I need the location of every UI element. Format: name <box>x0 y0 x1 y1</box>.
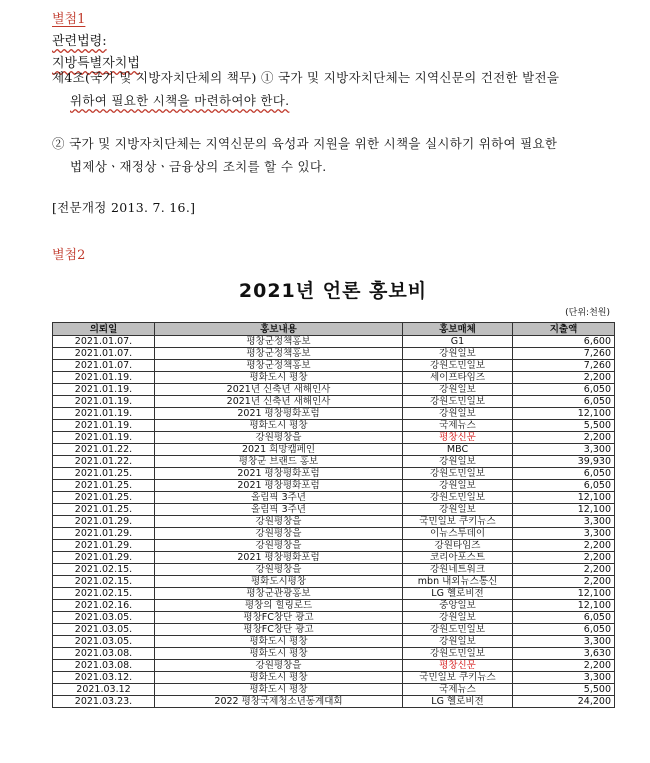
cell-content: 2021 평창평화포럼 <box>155 480 403 492</box>
cell-date: 2021.03.05. <box>53 624 155 636</box>
cell-date: 2021.01.07. <box>53 348 155 360</box>
table-row <box>53 504 615 516</box>
table-row <box>53 432 615 444</box>
cell-amount: 12,100 <box>513 600 615 612</box>
cell-amount: 3,300 <box>513 672 615 684</box>
table-row <box>53 408 615 420</box>
cell-amount: 3,300 <box>513 528 615 540</box>
cell-date: 2021.03.08. <box>53 648 155 660</box>
cell-amount: 7,260 <box>513 360 615 372</box>
cell-media: 강원도민일보 <box>403 468 513 480</box>
table-unit: (단위:천원) <box>565 308 610 318</box>
cell-date: 2021.01.19. <box>53 384 155 396</box>
cell-amount: 12,100 <box>513 408 615 420</box>
cell-date: 2021.01.19. <box>53 372 155 384</box>
cell-content: 평화도시 평창 <box>155 684 403 696</box>
cell-media: 국민일보 쿠키뉴스 <box>403 672 513 684</box>
table-row <box>53 564 615 576</box>
table-row <box>53 636 615 648</box>
table-row <box>53 540 615 552</box>
cell-content: 평창군 브랜드 홍보 <box>155 456 403 468</box>
header-amount: 지출액 <box>513 323 615 336</box>
cell-media: 강원일보 <box>403 504 513 516</box>
cell-content: 강원평창을 <box>155 432 403 444</box>
cell-media: 강원타임즈 <box>403 540 513 552</box>
cell-media: 강원도민일보 <box>403 492 513 504</box>
cell-date: 2021.03.05. <box>53 612 155 624</box>
cell-amount: 39,930 <box>513 456 615 468</box>
related-law-label: 관련법령: <box>52 34 107 49</box>
cell-date: 2021.01.19. <box>53 408 155 420</box>
cell-content: 강원평창을 <box>155 516 403 528</box>
cell-amount: 6,050 <box>513 384 615 396</box>
cell-date: 2021.03.12 <box>53 684 155 696</box>
cell-date: 2021.03.05. <box>53 636 155 648</box>
cell-date: 2021.01.25. <box>53 480 155 492</box>
cell-media: LG 헬로비전 <box>403 588 513 600</box>
cell-media: 강원도민일보 <box>403 648 513 660</box>
table-row <box>53 696 615 708</box>
cell-media: mbn 내외뉴스통신 <box>403 576 513 588</box>
table-row <box>53 588 615 600</box>
cell-content: 평창군정책홍보 <box>155 348 403 360</box>
cell-content: 강원평창을 <box>155 660 403 672</box>
cell-date: 2021.01.29. <box>53 528 155 540</box>
cell-media: 강원일보 <box>403 612 513 624</box>
cell-date: 2021.01.25. <box>53 468 155 480</box>
cell-content: 평화도시 평창 <box>155 372 403 384</box>
table-row <box>53 552 615 564</box>
cell-content: 강원평창을 <box>155 540 403 552</box>
table-row <box>53 456 615 468</box>
table-header-row <box>53 323 615 336</box>
cell-amount: 5,500 <box>513 684 615 696</box>
cell-amount: 2,200 <box>513 564 615 576</box>
table-row <box>53 492 615 504</box>
cell-amount: 12,100 <box>513 588 615 600</box>
cell-media: 평창신문 <box>403 432 513 444</box>
cell-media: 국민일보 쿠키뉴스 <box>403 516 513 528</box>
cell-date: 2021.03.23. <box>53 696 155 708</box>
cell-amount: 2,200 <box>513 576 615 588</box>
table-row <box>53 360 615 372</box>
table-row <box>53 684 615 696</box>
cell-content: 2021 평창평화포럼 <box>155 408 403 420</box>
cell-amount: 3,300 <box>513 636 615 648</box>
article-cont: 위하여 필요한 시책을 마련하여야 한다. <box>70 93 290 108</box>
cell-date: 2021.01.19. <box>53 420 155 432</box>
article-4 <box>52 66 622 112</box>
cell-amount: 3,300 <box>513 444 615 456</box>
cell-media: 강원도민일보 <box>403 624 513 636</box>
cell-date: 2021.01.07. <box>53 360 155 372</box>
cell-amount: 6,050 <box>513 480 615 492</box>
table-row <box>53 444 615 456</box>
attachment1-label: 별첨1 <box>52 12 86 27</box>
table-row <box>53 480 615 492</box>
cell-content: 평창의 힐링로드 <box>155 600 403 612</box>
cell-date: 2021.02.15. <box>53 588 155 600</box>
cell-amount: 6,050 <box>513 468 615 480</box>
table-row <box>53 372 615 384</box>
cell-content: 2021 희망캠페인 <box>155 444 403 456</box>
table-row <box>53 672 615 684</box>
cell-date: 2021.01.22. <box>53 456 155 468</box>
cell-amount: 12,100 <box>513 504 615 516</box>
cell-content: 평창군정책홍보 <box>155 360 403 372</box>
table-row <box>53 468 615 480</box>
table-row <box>53 528 615 540</box>
cell-content: 평창FC창단 광고 <box>155 624 403 636</box>
cell-content: 강원평창을 <box>155 564 403 576</box>
cell-content: 평화도시 평창 <box>155 636 403 648</box>
cell-date: 2021.01.25. <box>53 492 155 504</box>
table-row <box>53 624 615 636</box>
cell-content: 올림픽 3주년 <box>155 504 403 516</box>
cell-media: G1 <box>403 336 513 348</box>
table-row <box>53 516 615 528</box>
cell-media: 국제뉴스 <box>403 684 513 696</box>
promotion-expense-table <box>52 276 614 708</box>
cell-amount: 2,200 <box>513 540 615 552</box>
table-row <box>53 336 615 348</box>
cell-content: 평창군관광홍보 <box>155 588 403 600</box>
revision-note: [전문개정 2013. 7. 16.] <box>52 200 196 215</box>
cell-date: 2021.01.29. <box>53 516 155 528</box>
cell-media: MBC <box>403 444 513 456</box>
cell-date: 2021.01.07. <box>53 336 155 348</box>
cell-amount: 6,050 <box>513 624 615 636</box>
cell-content: 2022 평창국제청소년동계대회 <box>155 696 403 708</box>
table-row <box>53 648 615 660</box>
cell-content: 평화도시 평창 <box>155 420 403 432</box>
cell-date: 2021.03.08. <box>53 660 155 672</box>
cell-amount: 12,100 <box>513 492 615 504</box>
cell-amount: 7,260 <box>513 348 615 360</box>
cell-media: 코리아포스트 <box>403 552 513 564</box>
cell-amount: 2,200 <box>513 660 615 672</box>
cell-content: 2021년 신축년 새해인사 <box>155 384 403 396</box>
cell-amount: 6,600 <box>513 336 615 348</box>
expense-table <box>52 322 615 708</box>
cell-content: 평창FC창단 광고 <box>155 612 403 624</box>
cell-date: 2021.01.19. <box>53 396 155 408</box>
cell-content: 평창군정책홍보 <box>155 336 403 348</box>
cell-date: 2021.03.12. <box>53 672 155 684</box>
cell-amount: 3,300 <box>513 516 615 528</box>
cell-media: 강원일보 <box>403 384 513 396</box>
cell-content: 평화도시평창 <box>155 576 403 588</box>
cell-media: 강원일보 <box>403 348 513 360</box>
header-media: 홍보매체 <box>403 323 513 336</box>
cell-amount: 5,500 <box>513 420 615 432</box>
cell-media: 강원일보 <box>403 636 513 648</box>
table-row <box>53 420 615 432</box>
cell-media: 강원일보 <box>403 408 513 420</box>
table-row <box>53 612 615 624</box>
cell-amount: 24,200 <box>513 696 615 708</box>
cell-date: 2021.01.29. <box>53 552 155 564</box>
cell-content: 강원평창을 <box>155 528 403 540</box>
cell-content: 2021년 신축년 새해인사 <box>155 396 403 408</box>
cell-date: 2021.02.16. <box>53 600 155 612</box>
table-row <box>53 600 615 612</box>
cell-media: LG 헬로비전 <box>403 696 513 708</box>
cell-media: 강원도민일보 <box>403 396 513 408</box>
cell-media: 강원도민일보 <box>403 360 513 372</box>
header-content: 홍보내용 <box>155 323 403 336</box>
table-title: 2021년 언론 홍보비 <box>238 280 428 302</box>
item2-line1: ② 국가 및 지방자치단체는 지역신문의 육성과 지원을 위한 시책을 실시하기 위하여 필요한 <box>52 136 558 151</box>
item2-line2: 법제상ㆍ재정상ㆍ금융상의 조치를 할 수 있다. <box>70 159 327 174</box>
cell-media: 이뉴스투데이 <box>403 528 513 540</box>
table-row <box>53 660 615 672</box>
cell-amount: 6,050 <box>513 396 615 408</box>
table-row <box>53 396 615 408</box>
cell-media: 평창신문 <box>403 660 513 672</box>
cell-content: 2021 평창평화포럼 <box>155 552 403 564</box>
cell-media: 국제뉴스 <box>403 420 513 432</box>
cell-amount: 6,050 <box>513 612 615 624</box>
cell-amount: 2,200 <box>513 432 615 444</box>
cell-media: 중앙일보 <box>403 600 513 612</box>
cell-media: 강원네트워크 <box>403 564 513 576</box>
law-name: 지방특별자치법 <box>52 56 140 71</box>
cell-content: 평화도시 평창 <box>155 672 403 684</box>
cell-amount: 2,200 <box>513 552 615 564</box>
cell-media: 세이프타임즈 <box>403 372 513 384</box>
cell-date: 2021.02.15. <box>53 576 155 588</box>
cell-content: 평화도시 평창 <box>155 648 403 660</box>
attachment2-label: 별첨2 <box>52 248 86 263</box>
cell-date: 2021.01.29. <box>53 540 155 552</box>
cell-amount: 3,630 <box>513 648 615 660</box>
cell-date: 2021.01.25. <box>53 504 155 516</box>
cell-media: 강원일보 <box>403 480 513 492</box>
table-row <box>53 576 615 588</box>
table-row <box>53 348 615 360</box>
cell-content: 2021 평창평화포럼 <box>155 468 403 480</box>
cell-date: 2021.01.22. <box>53 444 155 456</box>
cell-date: 2021.01.19. <box>53 432 155 444</box>
cell-date: 2021.02.15. <box>53 564 155 576</box>
cell-media: 강원일보 <box>403 456 513 468</box>
article-head: 제4조(국가 및 지방자치단체의 책무) ① 국가 및 지방자치단체는 지역신문의 건전한 발전을 <box>52 70 560 85</box>
header-request-date: 의뢰일 <box>53 323 155 336</box>
cell-content: 올림픽 3주년 <box>155 492 403 504</box>
article-item-2 <box>52 132 622 178</box>
cell-amount: 2,200 <box>513 372 615 384</box>
table-row <box>53 384 615 396</box>
